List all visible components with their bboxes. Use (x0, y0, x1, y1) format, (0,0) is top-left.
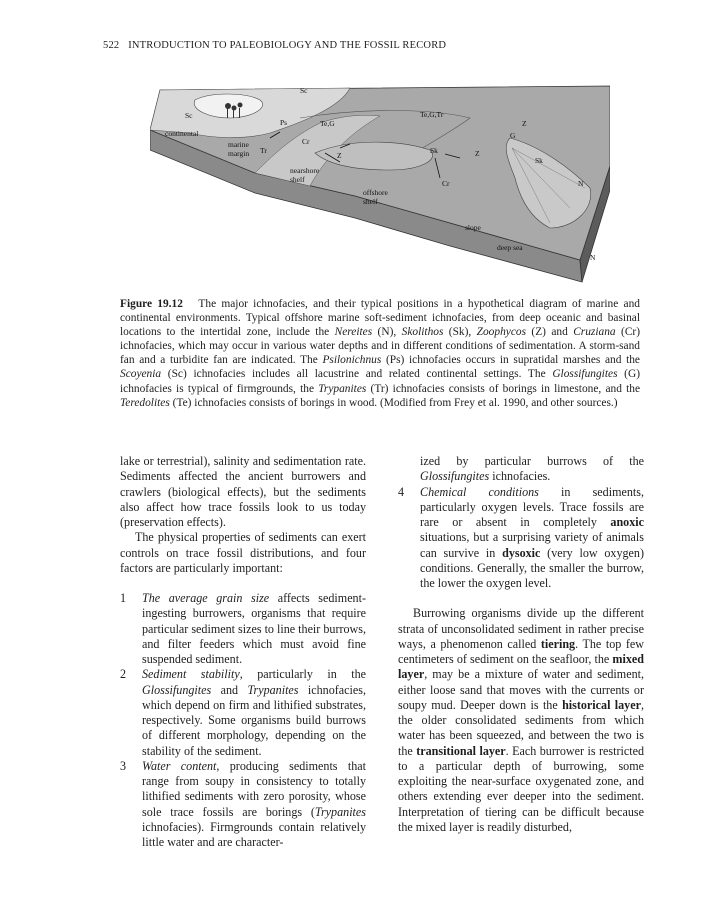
running-title: INTRODUCTION TO PALEOBIOLOGY AND THE FOSSIL RECORD (128, 40, 447, 51)
label-continental: continental (165, 129, 199, 138)
label-shelf-1: shelf (290, 175, 305, 184)
page-number: 522 (103, 40, 120, 51)
label-marine: marine (228, 140, 249, 149)
label-slope: slope (465, 223, 481, 232)
ichnofacies-diagram (150, 78, 610, 288)
figure-caption: Figure 19.12 The major ichnofacies, and their typical positions in a hypothetical diagram of marine and continental environments. Typical offshore marine soft-sediment ichnofacies, from deep oceanic and basinal locations to the intertidal zone, include the Nereites (N), Skolithos (Sk), Zoophycos (Z) and Cruziana (Cr) ichnofacies, which may occur in various water depths and in different conditions of sedimentation. A storm-sand fan and a turbidite fan are indicated. The Psilonichnus (Ps) ichnofacies occurs in supratidal marshes and the Scoyenia (Sc) ichnofacies includes all lacustrine and related continental settings. The Glossifungites (G) ichnofacies is typical of firmgrounds, the Trypanites (Tr) ichnofacies consists of borings in limestone, and the Teredolites (Te) ichnofacies consists of borings in wood. (Modified from Frey et al. 1990, and other sources.) (120, 298, 641, 409)
label-margin: margin (228, 149, 250, 158)
label-te-g-tr: Te,G,Tr (420, 110, 444, 119)
label-cr-1: Cr (302, 137, 310, 146)
label-shelf-2: shelf (363, 197, 378, 206)
running-header (103, 40, 446, 51)
label-n-1: N (578, 179, 584, 188)
list-item-continuation: ized by particular burrows of the Glossifungites ichnofacies. (420, 454, 644, 484)
label-n-2: N (590, 253, 596, 262)
left-column (120, 454, 366, 850)
label-g: G (510, 131, 516, 140)
label-sk-2: Sk (535, 156, 543, 165)
paragraph: The physical properties of sediments can exert controls on trace fossil distributions, and four factors are particularly important: (120, 530, 366, 575)
right-column (398, 454, 644, 835)
label-ps: Ps (280, 118, 288, 127)
label-te-g: Te,G (320, 119, 335, 128)
list-item: 3 Water content, producing sediments that range from soupy in consistency to totally lithified sediments with zero porosity, whose sole trace fossils are borings (Trypanites ichnofacies). Firmgrounds contain relatively little water and are character- (120, 758, 366, 849)
figure-label: Figure 19.12 (120, 298, 183, 310)
label-nearshore: nearshore (290, 166, 320, 175)
label-z-1: Z (337, 151, 342, 160)
label-sc-2: Sc (185, 111, 193, 120)
label-cr-2: Cr (442, 179, 450, 188)
paragraph: lake or terrestrial), salinity and sedimentation rate. Sediments affected the ancient burrowers and crawlers (biological effects), but the sediments also affect how trace fossils look to us today (preservation effects). (120, 454, 366, 529)
label-sk-1: Sk (430, 146, 438, 155)
list-item: 4 Chemical conditions in sediments, particularly oxygen levels. Trace fossils are rare or absent in completely anoxic situations, but a surprising variety of animals can survive in dysoxic (very low oxygen) conditions. Generally, the smaller the burrow, the lower the oxygen level. (398, 484, 644, 590)
label-z-2: Z (475, 149, 480, 158)
label-tr: Tr (260, 146, 267, 155)
list-item: 2 Sediment stability, particularly in the Glossifungites and Trypanites ichnofacies, which depend on firm and lithified substrates, respectively. Some organisms build burrows of different morphology, depending on the stability of the sediment. (120, 667, 367, 758)
paragraph: Burrowing organisms divide up the different strata of unconsolidated sediment in rather precise ways, a phenomenon called tiering. The top few centimeters of sediment on the seafloor, the mixed layer, may be a mixture of water and sediment, either loose sand that moves with the currents or soupy mud. Deeper down is the historical layer, the older consolidated sediments from which water has been squeezed, and between the two is the transitional layer. Each burrower is restricted to a particular depth of burrowing, some exploiting the near-surface oxygenated zone, and others extending ever deeper into the sediment. Interpretation of tiering can be difficult because the mixed layer is readily disturbed, (398, 606, 644, 834)
label-offshore: offshore (363, 188, 388, 197)
label-z-3: Z (522, 119, 527, 128)
list-item: 1 The average grain size affects sediment-ingesting burrowers, organisms that require particular sediment sizes to line their burrows, and filter feeders which must avoid fine suspended sediment. (120, 591, 367, 666)
label-deep-sea: deep sea (497, 243, 523, 252)
label-sc-1: Sc (300, 86, 308, 95)
